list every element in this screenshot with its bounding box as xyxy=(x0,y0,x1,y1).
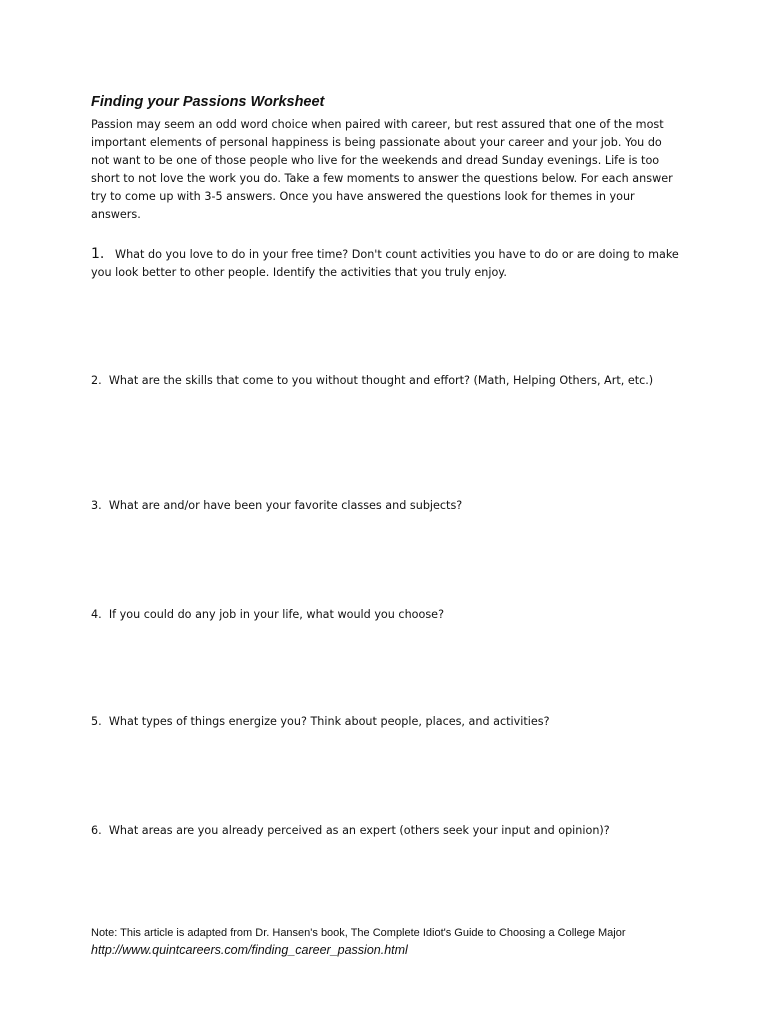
question-number: 4. xyxy=(91,608,102,621)
worksheet-title: Finding your Passions Worksheet xyxy=(91,94,325,110)
question-number: 6. xyxy=(91,824,102,837)
question-number: 5. xyxy=(91,715,102,728)
question-text: If you could do any job in your life, what would you choose? xyxy=(108,608,445,621)
question-3 xyxy=(91,497,681,515)
question-2 xyxy=(91,372,681,390)
question-number: 1. xyxy=(91,246,105,262)
question-1 xyxy=(91,245,681,282)
question-number: 3. xyxy=(91,499,102,512)
question-text: What types of things energize you? Think about people, places, and activities? xyxy=(108,715,550,728)
question-6 xyxy=(91,822,681,840)
question-5 xyxy=(91,713,681,731)
question-text: What areas are you already perceived as an expert (others seek your input and opinion)? xyxy=(108,824,610,837)
question-number: 2. xyxy=(91,374,102,387)
question-text: What do you love to do in your free time? Don't count activities you have to do or are doing to make you look better to other people. Identify the activities that you truly enjoy. xyxy=(91,248,679,279)
question-text: What are and/or have been your favorite classes and subjects? xyxy=(108,499,463,512)
question-text: What are the skills that come to you without thought and effort? (Math, Helping Others, Art, etc.) xyxy=(108,374,654,387)
source-note: Note: This article is adapted from Dr. Hansen's book, The Complete Idiot's Guide to Choosing a College Major xyxy=(91,927,626,939)
question-4 xyxy=(91,606,681,624)
intro-paragraph: Passion may seem an odd word choice when paired with career, but rest assured that one of the most important elements of personal happiness is being passionate about your career and your job. You do not want to be one of those people who live for the weekends and dread Sunday evenings. Life is too short to not love the work you do. Take a few moments to answer the questions below. For each answer try to come up with 3-5 answers. Once you have answered the questions look for themes in your answers. xyxy=(91,118,673,221)
source-url: http://www.quintcareers.com/finding_career_passion.html xyxy=(91,943,408,957)
